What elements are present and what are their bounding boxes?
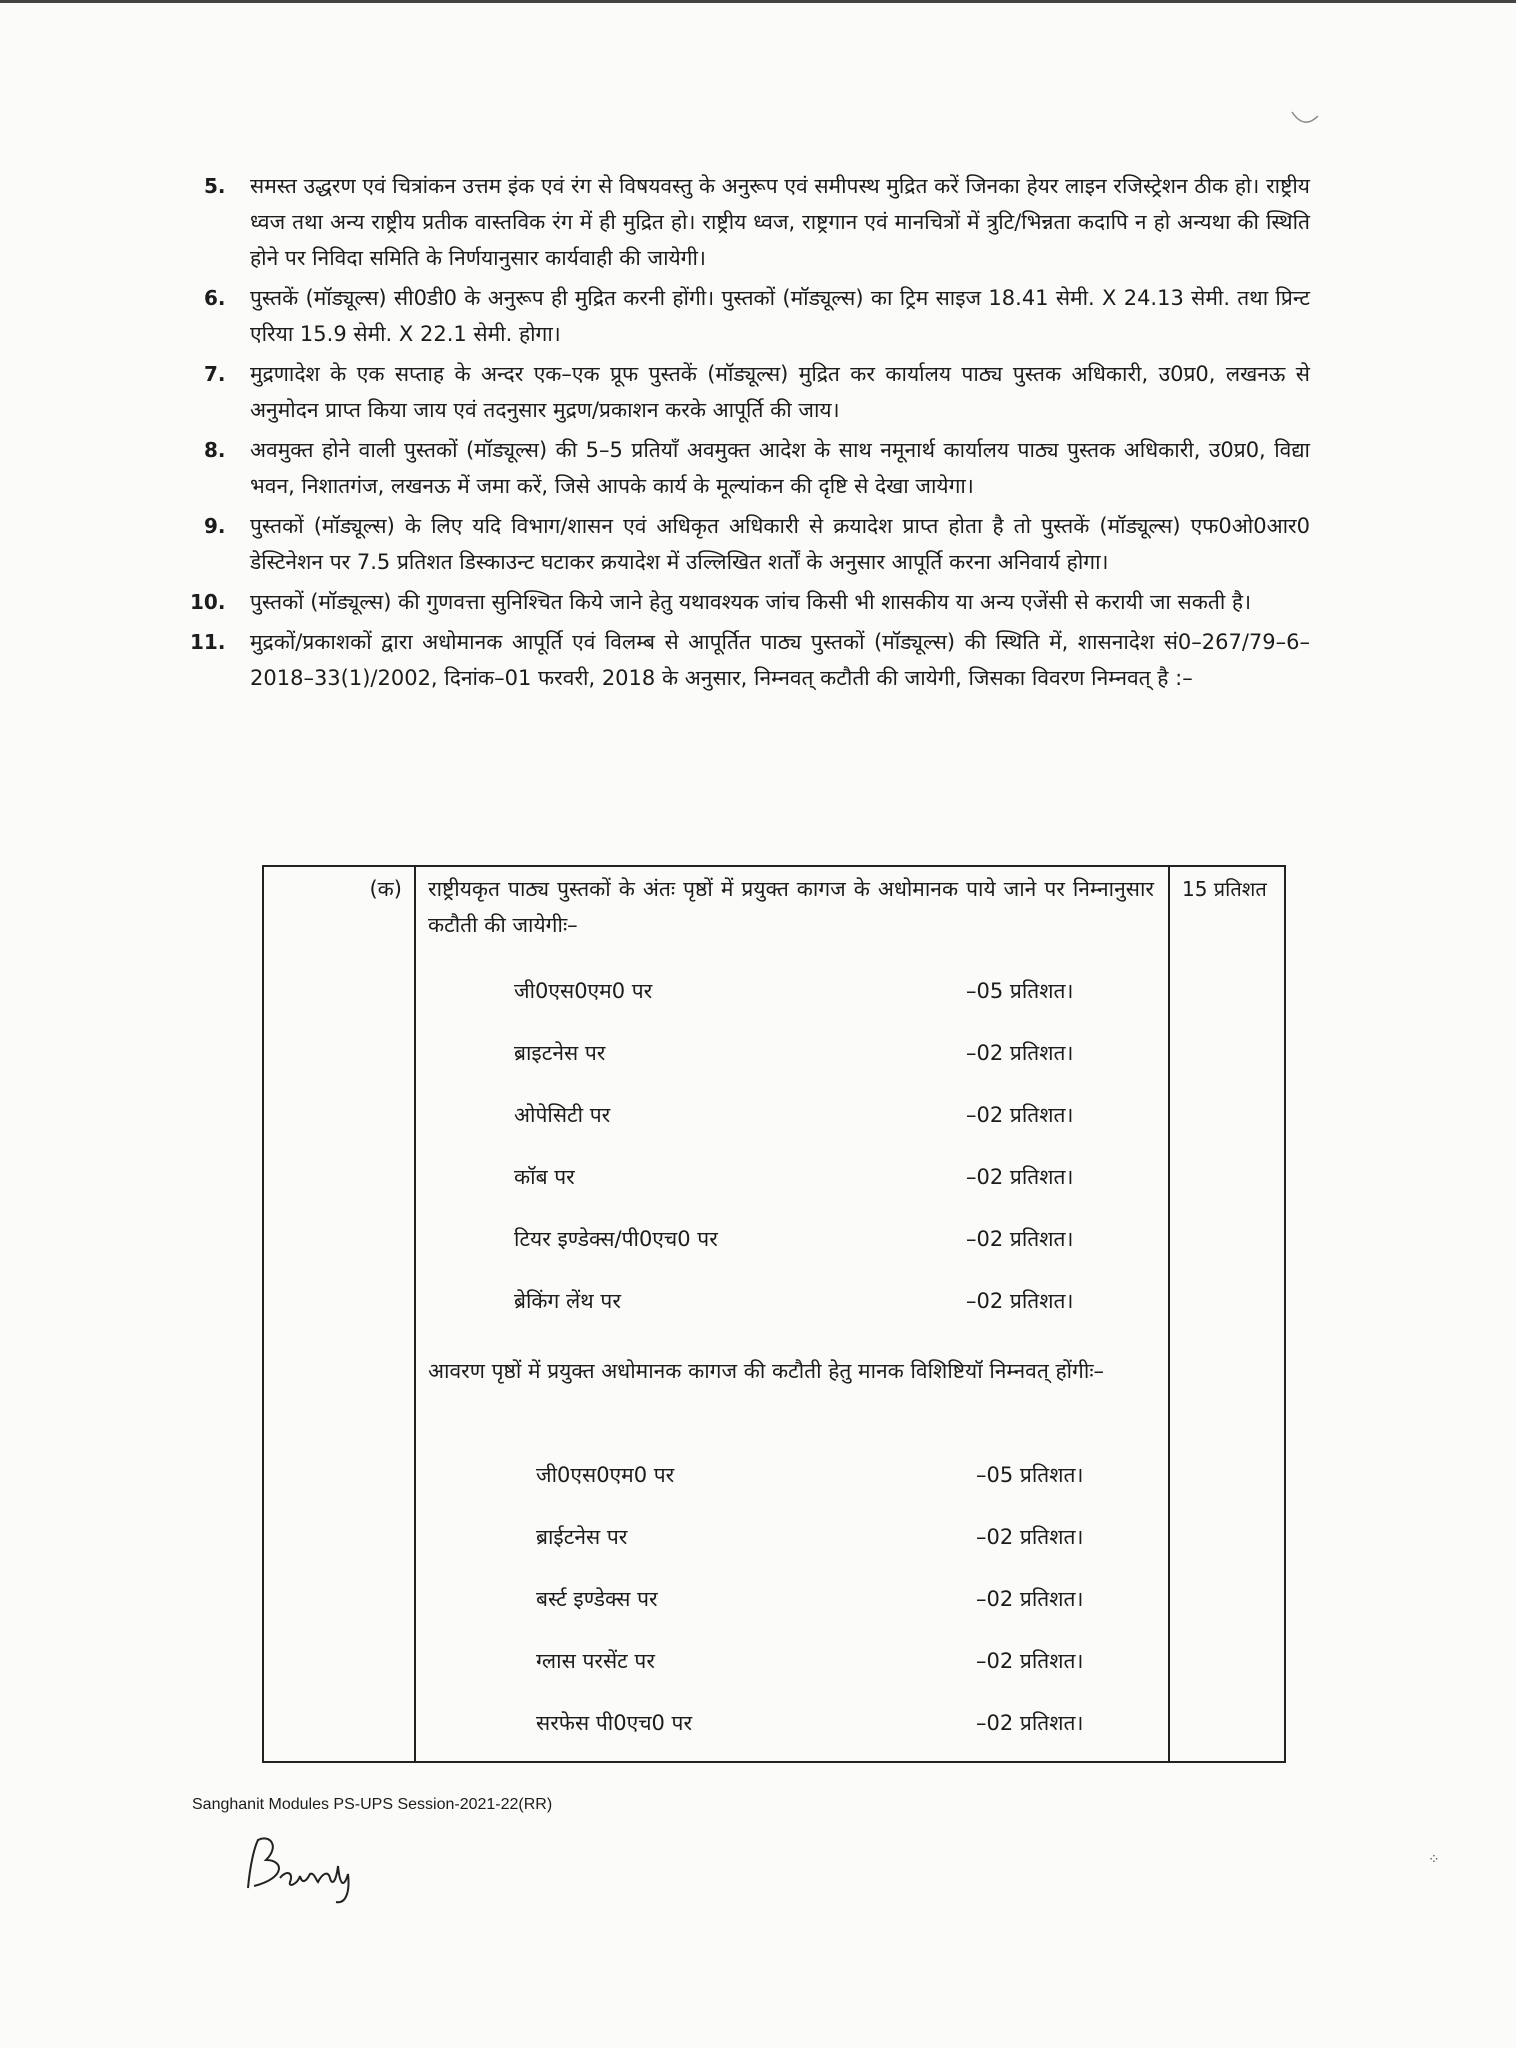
row-label: टियर इण्डेक्स/पी0एच0 पर — [514, 1227, 718, 1251]
row-label: जी0एस0एम0 पर — [514, 979, 653, 1003]
row-label: ग्लास परसेंट पर — [536, 1649, 655, 1673]
row-value: –02 प्रतिशत। — [976, 1711, 1084, 1735]
table-row — [416, 1039, 1168, 1075]
item-text: समस्त उद्धरण एवं चित्रांकन उत्तम इंक एवं रंग से विषयवस्तु के अनुरूप एवं समीपस्थ मुद्रित करें जिनका हेयर लाइन रजिस्ट्रेशन ठीक हो। राष्ट्रीय ध्वज तथा अन्य राष्ट्रीय प्रतीक वास्तविक रंग में ही मुद्रित हो। राष्ट्रीय ध्वज, राष्ट्रगान एवं मानचित्रों में त्रुटि/भिन्नता कदापि न हो अन्यथा की स्थिति होने पर निविदा समिति के निर्णयानुसार कार्यवाही की जायेगी। — [250, 174, 1310, 270]
table-column-percent — [1168, 867, 1284, 1761]
table-column-mark — [264, 867, 416, 1761]
row-label: कॉब पर — [514, 1165, 575, 1189]
item-number: 5. — [204, 174, 226, 198]
row-label: ब्राईटनेस पर — [536, 1525, 628, 1549]
list-item — [204, 280, 1310, 352]
row-value: –02 प्रतिशत। — [966, 1041, 1074, 1065]
item-number: 6. — [204, 286, 226, 310]
item-text: अवमुक्त होने वाली पुस्तकों (मॉड्यूल्स) की 5–5 प्रतियाँ अवमुक्त आदेश के साथ नमूनार्थ कार्यालय पाठ्य पुस्तक अधिकारी, उ0प्र0, विद्या भवन, निशातगंज, लखनऊ में जमा करें, जिसे आपके कार्य के मूल्यांकन की दृष्टि से देखा जायेगा। — [250, 438, 1310, 498]
table-row — [416, 1225, 1168, 1261]
footer-label: Sanghanit Modules PS-UPS Session-2021-22(RR) — [192, 1796, 553, 1813]
item-text: पुस्तकें (मॉड्यूल्स) सी0डी0 के अनुरूप ही मुद्रित करनी होंगी। पुस्तकों (मॉड्यूल्स) का ट्रिम साइज 18.41 सेमी. X 24.13 सेमी. तथा प्रिन्ट एरिया 15.9 सेमी. X 22.1 सेमी. होगा। — [250, 286, 1310, 346]
row-label: ब्रेकिंग लेंथ पर — [514, 1289, 621, 1313]
table-intro: राष्ट्रीयकृत पाठ्य पुस्तकों के अंतः पृष्ठों में प्रयुक्त कागज के अधोमानक पाये जाने पर निम्नानुसार कटौती की जायेगीः– — [428, 877, 1154, 937]
item-text: मुद्रणादेश के एक सप्ताह के अन्दर एक–एक प्रूफ पुस्तकें (मॉड्यूल्स) मुद्रित कर कार्यालय पाठ्य पुस्तक अधिकारी, उ0प्र0, लखनऊ से अनुमोदन प्राप्त किया जाय एवं तदनुसार मुद्रण/प्रकाशन करके आपूर्ति की जाय। — [250, 362, 1310, 422]
item-text: मुद्रकों/प्रकाशकों द्वारा अधोमानक आपूर्ति एवं विलम्ब से आपूर्तित पाठ्य पुस्तकों (मॉड्यूल्स) की स्थिति में, शासनादेश सं0–267/79–6–2018–33(1)/2002, दिनांक–01 फरवरी, 2018 के अनुसार, निम्नवत् कटौती की जायेगी, जिसका विवरण निम्नवत् है :– — [250, 630, 1310, 690]
item-number: 9. — [204, 514, 226, 538]
row-label: ओपेसिटी पर — [514, 1103, 611, 1127]
table-row — [416, 1461, 1168, 1497]
row-value: –02 प्रतिशत। — [966, 1227, 1074, 1251]
scan-artifact-mark — [1290, 108, 1320, 132]
conditions-list — [190, 168, 1310, 700]
item-number: 8. — [204, 438, 226, 462]
table-percent: 15 प्रतिशत — [1182, 877, 1267, 901]
deduction-table — [262, 865, 1286, 1763]
row-value: –05 प्रतिशत। — [976, 1463, 1084, 1487]
row-value: –02 प्रतिशत। — [976, 1587, 1084, 1611]
row-value: –02 प्रतिशत। — [976, 1525, 1084, 1549]
row-value: –02 प्रतिशत। — [976, 1649, 1084, 1673]
cover-intro: आवरण पृष्ठों में प्रयुक्त अधोमानक कागज की कटौती हेतु मानक विशिष्टियॉ निम्नवत् होंगीः– — [428, 1359, 1105, 1383]
item-number: 11. — [190, 630, 226, 654]
list-item — [190, 584, 1310, 620]
item-text: पुस्तकों (मॉड्यूल्स) की गुणवत्ता सुनिश्चित किये जाने हेतु यथावश्यक जांच किसी भी शासकीय या अन्य एजेंसी से करायी जा सकती है। — [250, 590, 1252, 614]
handwritten-signature — [240, 1826, 370, 1906]
table-row — [416, 1709, 1168, 1745]
row-value: –02 प्रतिशत। — [966, 1103, 1074, 1127]
table-row — [416, 1523, 1168, 1559]
list-item — [190, 624, 1310, 696]
item-number: 7. — [204, 362, 226, 386]
table-mark: (क) — [369, 877, 402, 901]
table-row — [416, 1585, 1168, 1621]
row-label: ब्राइटनेस पर — [514, 1041, 606, 1065]
row-label: सरफेस पी0एच0 पर — [536, 1711, 693, 1735]
row-value: –05 प्रतिशत। — [966, 979, 1074, 1003]
row-value: –02 प्रतिशत। — [966, 1289, 1074, 1313]
table-column-details — [416, 867, 1168, 1761]
row-label: बर्स्ट इण्डेक्स पर — [536, 1587, 658, 1611]
scan-top-edge — [0, 0, 1516, 3]
item-number: 10. — [190, 590, 226, 614]
row-value: –02 प्रतिशत। — [966, 1165, 1074, 1189]
scan-specks: ⁘ — [1428, 1852, 1440, 1868]
table-row — [416, 1163, 1168, 1199]
table-row — [416, 1287, 1168, 1323]
item-text: पुस्तकों (मॉड्यूल्स) के लिए यदि विभाग/शासन एवं अधिकृत अधिकारी से क्रयादेश प्राप्त होता है तो पुस्तकें (मॉड्यूल्स) एफ0ओ0आर0 डेस्टिनेशन पर 7.5 प्रतिशत डिस्काउन्ट घटाकर क्रयादेश में उल्लिखित शर्तों के अनुसार आपूर्ति करना अनिवार्य होगा। — [250, 514, 1310, 574]
row-label: जी0एस0एम0 पर — [536, 1463, 675, 1487]
list-item — [204, 356, 1310, 428]
table-row — [416, 977, 1168, 1013]
list-item — [204, 432, 1310, 504]
list-item — [204, 168, 1310, 276]
table-row — [416, 1647, 1168, 1683]
table-row — [416, 1101, 1168, 1137]
list-item — [204, 508, 1310, 580]
